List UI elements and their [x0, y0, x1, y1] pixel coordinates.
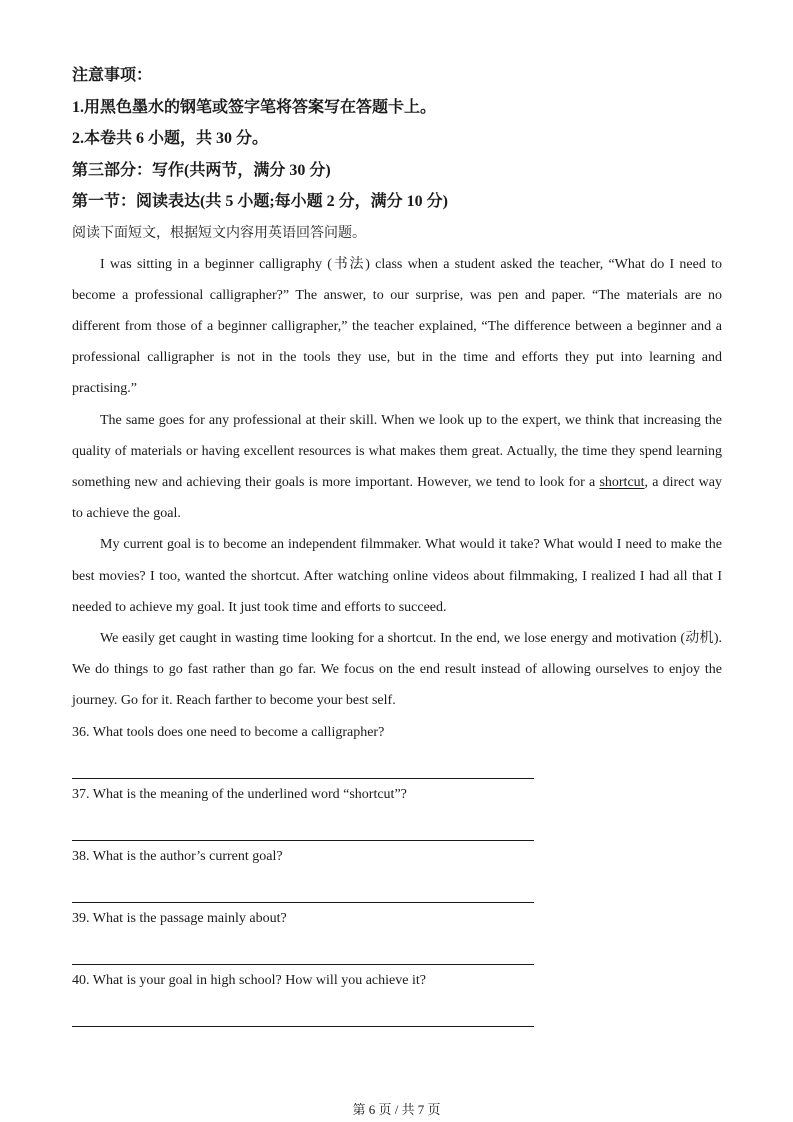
question-36: 36. What tools does one need to become a calligrapher? — [72, 724, 385, 740]
passage-paragraph-1: I was sitting in a beginner calligraphy (书法) class when a student asked the teacher, “What do I need to become a professional calligrapher?” The answer, to our surprise, was pen and paper. “The materials are no different from those of a beginner calligrapher,” the teacher explained, “The difference between a beginner and a professional calligrapher is not in the tools they use, but in the time and efforts they put into learning and practising.” — [72, 256, 722, 397]
notice-heading: 注意事项： — [72, 67, 153, 84]
reading-passage — [72, 249, 722, 717]
question-37: 37. What is the meaning of the underlined word “shortcut”? — [72, 786, 407, 802]
passage-paragraph-2 — [72, 405, 722, 530]
page-number-footer: 第 6 页 / 共 7 页 — [352, 1102, 441, 1117]
section-heading: 第一节：阅读表达(共 5 小题;每小题 2 分，满分 10 分) — [72, 193, 448, 210]
answer-line-40[interactable] — [72, 996, 534, 1027]
reading-instruction: 阅读下面短文，根据短文内容用英语回答问题。 — [72, 225, 366, 241]
answer-line-38[interactable] — [72, 872, 534, 903]
answer-line-36[interactable] — [72, 748, 534, 779]
passage-paragraph-2-text-a: The same goes for any professional at their skill. When we look up to the expert, we think that increasing the quality of materials or having excellent resources is what makes them great. Actually, the time they spend learning something new and achieving their goals is more important. However, we tend to look for a — [72, 412, 722, 490]
question-list — [72, 717, 722, 1027]
part-heading: 第三部分：写作(共两节，满分 30 分) — [72, 161, 331, 179]
answer-line-37[interactable] — [72, 810, 534, 841]
notice-block — [72, 60, 722, 218]
question-38: 38. What is the author’s current goal? — [72, 848, 283, 864]
question-40: 40. What is your goal in high school? How will you achieve it? — [72, 972, 426, 988]
notice-item-1: 1.用黑色墨水的钢笔或签字笔将答案写在答题卡上。 — [72, 98, 437, 116]
answer-line-39[interactable] — [72, 934, 534, 965]
underlined-word-shortcut: shortcut — [599, 474, 645, 490]
notice-item-2: 2.本卷共 6 小题，共 30 分。 — [72, 130, 269, 147]
passage-paragraph-4: We easily get caught in wasting time looking for a shortcut. In the end, we lose energy and motivation (动机). We do things to go fast rather than go far. We focus on the end result instead of allowing ourselves to enjoy the journey. Go for it. Reach farther to become your best self. — [72, 630, 722, 709]
question-39: 39. What is the passage mainly about? — [72, 910, 287, 926]
passage-paragraph-2-text-b: , a direct way to achieve the goal. — [72, 474, 722, 522]
exam-page — [72, 60, 722, 1027]
passage-paragraph-3: My current goal is to become an independent filmmaker. What would it take? What would I need to make the best movies? I too, wanted the shortcut. After watching online videos about filmmaking, I realized I had all that I needed to achieve my goal. It just took time and efforts to succeed. — [72, 537, 722, 615]
